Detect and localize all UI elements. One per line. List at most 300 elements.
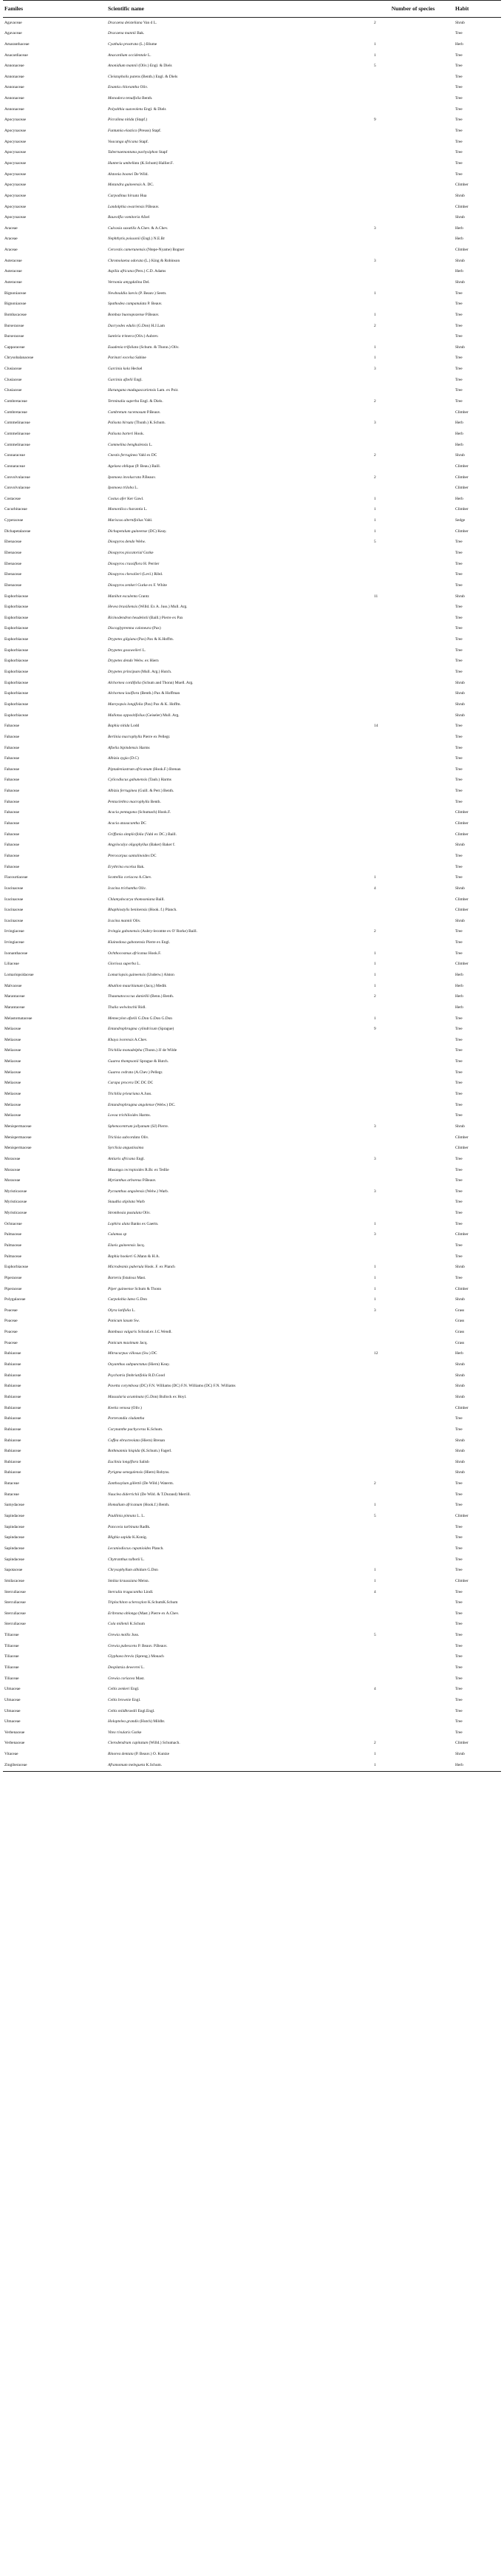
genus-species: Rothmannia hispida	[108, 1449, 140, 1454]
genus-species: Piptadeniastrum africanum	[108, 767, 152, 772]
author-citation: Benth.	[150, 799, 161, 804]
family-cell: Poaceae	[4, 1340, 18, 1345]
table-row	[3, 754, 501, 765]
habit-cell: Climber	[455, 248, 469, 253]
genus-species: Anacardium occidentale	[108, 52, 147, 58]
table-row	[3, 1673, 501, 1685]
author-citation: (Welw.) DC.	[155, 1102, 176, 1107]
table-row	[3, 61, 501, 72]
table-row	[3, 1143, 501, 1155]
species-count-cell: 9	[374, 1027, 376, 1032]
family-cell: Meliaceae	[4, 1027, 21, 1032]
scientific-name-cell	[106, 548, 372, 559]
family-cell: Sterculiaceae	[4, 1600, 26, 1605]
family-cell: Piperaceae	[4, 1275, 22, 1280]
family-cell: Sterculiaceae	[4, 1589, 26, 1594]
author-citation: Stapf	[159, 150, 168, 155]
habit-cell: Tree	[455, 31, 463, 36]
habit-cell: Shrub	[455, 680, 465, 685]
habit-cell: Tree	[455, 52, 463, 58]
species-count-cell	[372, 461, 454, 472]
table-row	[3, 1511, 501, 1522]
table-row	[3, 1176, 501, 1187]
table-row	[3, 992, 501, 1003]
author-citation: Crantz	[138, 594, 149, 599]
family-cell: Myristicaceae	[4, 1189, 27, 1194]
header-number-of-species: Number of species	[372, 1, 454, 18]
species-count-cell: 1	[374, 1568, 376, 1573]
scientific-name-cell	[106, 137, 372, 148]
scientific-name-cell	[106, 1489, 372, 1501]
scientific-name-cell	[106, 732, 372, 743]
genus-species: Elaeis guineensis	[108, 1243, 136, 1248]
author-citation: (K.Schum.) Fagerl.	[140, 1449, 172, 1454]
author-citation: Schum & Thonn	[134, 1286, 162, 1291]
author-citation: (Willd. Ex A. Juss.) Mull. Arg.	[138, 605, 188, 610]
genus-species: Motandra guineensis	[108, 183, 142, 188]
habit-cell: Shrub	[455, 886, 465, 891]
genus-species: Abutilon mauritianum	[108, 983, 143, 988]
table-row	[3, 1370, 501, 1382]
table-row	[3, 1186, 501, 1197]
habit-cell: Herb	[455, 41, 463, 47]
table-row	[3, 126, 501, 137]
habit-cell: Tree	[455, 1027, 463, 1032]
author-citation: Banks ex Gaertn.	[131, 1221, 159, 1226]
scientific-name-cell	[106, 1132, 372, 1143]
habit-cell: Tree	[455, 778, 463, 783]
scientific-name-cell	[106, 353, 372, 364]
species-count-cell	[372, 93, 454, 104]
habit-cell: Herb	[455, 269, 463, 274]
species-count-cell	[372, 1522, 454, 1533]
genus-species: Cnestis ferruginea	[108, 453, 137, 458]
family-cell: Apocynaceae	[4, 215, 27, 220]
family-cell: Tiliaceae	[4, 1676, 19, 1681]
genus-species: Icacina mannii	[108, 918, 132, 923]
species-count-cell: 1	[374, 983, 376, 988]
family-cell: Meliaceae	[4, 1059, 21, 1064]
habit-cell: Shrub	[455, 918, 465, 923]
family-cell: Bignoniaceae	[4, 302, 27, 307]
table-row	[3, 1424, 501, 1435]
species-count-cell	[372, 1078, 454, 1090]
genus-species: Keetia venosa	[108, 1405, 131, 1410]
scientific-name-cell	[106, 808, 372, 819]
species-count-cell: 2	[374, 1481, 376, 1486]
scientific-name-cell	[106, 1739, 372, 1750]
genus-species: Euadenia trifoliata	[108, 344, 139, 350]
genus-species: Terminalia superba	[108, 399, 140, 404]
scientific-name-cell	[106, 180, 372, 191]
scientific-name-cell	[106, 18, 372, 29]
species-count-cell	[372, 234, 454, 245]
species-count-cell	[372, 169, 454, 180]
family-cell: Cucurbitaceae	[4, 507, 27, 512]
scientific-name-cell	[106, 429, 372, 440]
habit-cell: Tree	[455, 1719, 463, 1724]
family-cell: Araceae	[4, 225, 18, 231]
species-count-cell: 2	[374, 20, 376, 25]
genus-species: Carpodinus hirsuta	[108, 193, 140, 198]
species-count-cell: 1	[374, 1275, 376, 1280]
table-row	[3, 483, 501, 495]
habit-cell: Tree	[455, 1708, 463, 1713]
genus-species: Diospyros dendo	[108, 540, 135, 545]
species-count-cell	[372, 1132, 454, 1143]
family-cell: Rutaceae	[4, 1481, 19, 1486]
family-cell: Sterculiaceae	[4, 1611, 26, 1616]
scientific-name-cell	[106, 1685, 372, 1696]
scientific-name-cell	[106, 83, 372, 94]
genus-species: Griffonia simplicifolia	[108, 832, 144, 837]
species-count-cell	[372, 1002, 454, 1013]
genus-species: Cylicodiscus gabunensis	[108, 778, 148, 783]
habit-cell: Tree	[455, 572, 463, 577]
family-cell: Apocynaceae	[4, 160, 27, 166]
author-citation: Van d L.	[143, 20, 157, 25]
genus-species: Dracaena deisteliana	[108, 20, 143, 25]
table-row	[3, 461, 501, 472]
habit-cell: Tree	[455, 1200, 463, 1205]
table-row	[3, 1024, 501, 1036]
species-count-cell	[372, 267, 454, 278]
author-citation: Vahl.	[144, 518, 153, 523]
author-citation: A. DC.	[142, 183, 154, 188]
habit-cell: Shrub	[455, 453, 465, 458]
genus-species: Thalia welwitschii	[108, 1005, 137, 1010]
scientific-name-cell	[106, 1262, 372, 1274]
scientific-name-cell	[106, 1057, 372, 1068]
habit-cell: Shrub	[455, 1449, 465, 1454]
scientific-name-cell	[106, 93, 372, 104]
author-citation: (Ntepe-Nyame) Bogner	[146, 248, 185, 253]
scientific-name-cell	[106, 148, 372, 159]
habit-cell: Herb	[455, 431, 463, 436]
habit-cell: Tree	[455, 1481, 463, 1486]
species-count-cell	[372, 645, 454, 656]
genus-species: Culcasia saxatilis	[108, 225, 137, 231]
family-cell: Agavaceae	[4, 31, 22, 36]
genus-species: Antiaris africana	[108, 1156, 135, 1161]
scientific-name-cell	[106, 299, 372, 310]
author-citation: L.	[137, 962, 140, 967]
habit-cell: Tree	[455, 1633, 463, 1638]
table-row	[3, 1359, 501, 1370]
species-count-cell: 2	[374, 323, 376, 328]
genus-species: Triclisia subcordata	[108, 1135, 140, 1140]
species-count-cell: 1	[374, 356, 376, 361]
habit-cell: Tree	[455, 150, 463, 155]
scientific-name-cell	[106, 526, 372, 537]
scientific-name-cell	[106, 1630, 372, 1641]
table-row	[3, 1328, 501, 1339]
author-citation: Stapf.	[139, 139, 149, 144]
author-citation: (Stapf.)	[134, 118, 148, 123]
family-cell: Chrysobalanaceae	[4, 356, 34, 361]
genus-species: Harungana madagascariensis	[108, 388, 157, 393]
family-cell: Fabaceae	[4, 778, 20, 783]
family-cell: Fabaceae	[4, 832, 20, 837]
genus-species: Lophira alata	[108, 1221, 130, 1226]
table-row	[3, 689, 501, 700]
genus-species: Drypetes gossweileri	[108, 648, 142, 653]
table-row	[3, 1447, 501, 1458]
table-row	[3, 50, 501, 61]
scientific-name-cell	[106, 332, 372, 343]
habit-cell: Tree	[455, 1059, 463, 1064]
species-count-cell: 5	[374, 540, 376, 545]
habit-cell: Tree	[455, 1037, 463, 1042]
habit-cell: Tree	[455, 853, 463, 858]
scientific-name-cell	[106, 1295, 372, 1306]
scientific-name-cell	[106, 927, 372, 938]
habit-cell: Climber	[455, 1232, 469, 1237]
genus-species: Diospyros piscatorial	[108, 551, 143, 555]
genus-species: Blighia sapida	[108, 1535, 132, 1540]
family-cell: Rubiaceae	[4, 1394, 21, 1399]
scientific-name-cell	[106, 1382, 372, 1393]
habit-cell: Tree	[455, 1557, 463, 1562]
species-count-cell	[372, 440, 454, 451]
species-count-cell	[372, 732, 454, 743]
author-citation: K.Schum.	[146, 1762, 163, 1767]
species-count-cell: 1	[374, 1578, 376, 1583]
author-citation: Ker Gawl.	[127, 496, 144, 501]
scientific-name-cell	[106, 580, 372, 591]
genus-species: Dracaena mannii	[108, 31, 136, 36]
family-cell: Araceae	[4, 237, 18, 242]
species-count-cell	[372, 624, 454, 635]
habit-cell: Tree	[455, 1092, 463, 1097]
author-citation: Baill.	[156, 897, 165, 902]
scientific-name-cell	[106, 689, 372, 700]
species-count-cell	[372, 656, 454, 667]
family-cell: Apocynaceae	[4, 204, 27, 209]
habit-cell: Tree	[455, 1524, 463, 1529]
author-citation: (Hook.f.) Benth.	[143, 1503, 170, 1508]
habit-cell: Climber	[455, 1741, 469, 1746]
habit-cell: Shrub	[455, 1124, 465, 1129]
table-row	[3, 613, 501, 624]
scientific-name-cell	[106, 407, 372, 418]
genus-species: Vitex rivularis	[108, 1730, 131, 1735]
family-cell: Ixonanthaceae	[4, 951, 28, 956]
genus-species: Palisota hirsuta	[108, 421, 134, 426]
genus-species: Diospyros crassiflora	[108, 561, 143, 566]
table-row	[3, 429, 501, 440]
habit-cell: Climber	[455, 897, 469, 902]
genus-species: Santiria trimera	[108, 334, 134, 339]
author-citation: Meisn.	[138, 1578, 149, 1583]
genus-species: Raphia hookeri	[108, 1254, 133, 1259]
family-cell: Burseraceae	[4, 323, 24, 328]
author-citation: Bak.	[137, 864, 145, 869]
author-citation: DC	[140, 821, 146, 826]
family-cell: Tiliaceae	[4, 1633, 19, 1638]
family-cell: Ochnaceae	[4, 1221, 22, 1226]
author-citation: Lam. ex Poir.	[157, 388, 179, 393]
table-row	[3, 948, 501, 959]
table-row	[3, 1295, 501, 1306]
species-count-cell	[372, 1251, 454, 1262]
habit-cell: Herb	[455, 442, 463, 447]
species-count-cell	[372, 332, 454, 343]
genus-species: Diospyros chevalieri	[108, 572, 141, 577]
table-row	[3, 223, 501, 234]
habit-cell: Shrub	[455, 1470, 465, 1475]
family-cell: Poaceae	[4, 1319, 18, 1324]
habit-cell: Tree	[455, 1211, 463, 1216]
family-cell: Flacourtiaceae	[4, 875, 28, 880]
family-cell: Euphorbiaceae	[4, 615, 29, 620]
genus-species: Costus afer	[108, 496, 126, 501]
habit-cell: Herb	[455, 225, 463, 231]
family-cell: Annonaceae	[4, 96, 24, 101]
family-cell: Euphorbiaceae	[4, 691, 29, 696]
scientific-name-cell	[106, 937, 372, 948]
family-cell: Annonaceae	[4, 106, 24, 112]
species-count-cell: 1	[374, 962, 376, 967]
genus-species: Celtis mildbraedii	[108, 1708, 137, 1713]
table-row	[3, 505, 501, 516]
genus-species: Lomariopsis guineensis	[108, 972, 146, 977]
genus-species: Albizia zygia	[108, 756, 129, 761]
scientific-name-cell	[106, 1219, 372, 1230]
author-citation: (K.Schum) Hallier.F.	[140, 160, 174, 166]
species-count-cell: 3	[374, 225, 376, 231]
family-cell: Ebenaceae	[4, 540, 22, 545]
habit-cell: Climber	[455, 409, 469, 415]
table-row	[3, 288, 501, 299]
habit-cell: Tree	[455, 1221, 463, 1226]
author-citation: Lindl.	[143, 1589, 154, 1594]
habit-cell: Climber	[455, 475, 469, 480]
species-count-cell	[372, 1067, 454, 1078]
genus-species: Triplochiton scleroxylon	[108, 1600, 147, 1605]
family-cell: Samydaceae	[4, 1503, 24, 1508]
genus-species: Monodora tenuifolia	[108, 96, 141, 101]
author-citation: Harms.	[139, 1113, 151, 1118]
author-citation: A.Chev. & A.Chev.	[137, 225, 168, 231]
species-count-cell	[372, 1316, 454, 1328]
table-row	[3, 321, 501, 332]
family-cell: Convolvulaceae	[4, 475, 30, 480]
species-count-cell	[372, 1641, 454, 1652]
table-row	[3, 1608, 501, 1620]
scientific-name-cell	[106, 115, 372, 126]
family-cell: Sapindaceae	[4, 1514, 24, 1519]
family-cell: Apocynaceae	[4, 193, 27, 198]
species-count-cell	[372, 1717, 454, 1728]
table-row	[3, 1630, 501, 1641]
genus-species: Lovoa trichilioides	[108, 1113, 138, 1118]
species-count-cell	[372, 1457, 454, 1468]
habit-cell: Shrub	[455, 1438, 465, 1443]
species-count-cell	[372, 840, 454, 852]
species-count-cell: 1	[374, 1221, 376, 1226]
scientific-name-cell	[106, 1100, 372, 1111]
table-row	[3, 818, 501, 829]
genus-species: Olyra latifolia	[108, 1308, 131, 1313]
table-row	[3, 829, 501, 840]
author-citation: (Vahl ex DC.) Baill.	[144, 832, 177, 837]
species-count-cell	[372, 245, 454, 256]
habit-cell: Tree	[455, 1654, 463, 1659]
scientific-name-cell	[106, 1598, 372, 1609]
table-row	[3, 1468, 501, 1479]
habit-cell: Climber	[455, 486, 469, 491]
family-cell: Icacinaceae	[4, 918, 24, 923]
species-count-cell	[372, 905, 454, 917]
table-row	[3, 1641, 501, 1652]
scientific-name-cell	[106, 1111, 372, 1122]
scientific-name-cell	[106, 851, 372, 862]
table-row	[3, 191, 501, 202]
genus-species: Klainedoxa gabonensis	[108, 940, 146, 945]
scientific-name-cell	[106, 743, 372, 754]
genus-species: Desplatsia dewevrei	[108, 1665, 140, 1670]
scientific-name-cell	[106, 169, 372, 180]
species-count-cell: 1	[374, 1503, 376, 1508]
scientific-name-cell	[106, 1501, 372, 1512]
table-row	[3, 1543, 501, 1554]
genus-species: Grewia mollis	[108, 1633, 131, 1638]
species-count-cell: 2	[374, 929, 376, 934]
author-citation: Hua	[140, 193, 147, 198]
table-row	[3, 570, 501, 581]
genus-species: Strombosia pustulata	[108, 1211, 142, 1216]
species-count-cell	[372, 1468, 454, 1479]
table-row	[3, 1489, 501, 1501]
author-citation: (Baill.) Pierre ex Pax	[149, 615, 183, 620]
table-row	[3, 310, 501, 321]
family-cell: Melastomataceae	[4, 1016, 33, 1021]
habit-cell: Shrub	[455, 258, 465, 263]
genus-species: Dacryodes edulis	[108, 323, 136, 328]
table-row	[3, 1717, 501, 1728]
scientific-name-cell	[106, 667, 372, 678]
scientific-name-cell	[106, 1403, 372, 1414]
table-row	[3, 1111, 501, 1122]
table-row	[3, 1230, 501, 1241]
habit-cell: Tree	[455, 1102, 463, 1107]
species-count-cell	[372, 158, 454, 169]
family-cell: Sapindaceae	[4, 1535, 24, 1540]
habit-cell: Tree	[455, 1492, 463, 1497]
genus-species: Panicum laxum	[108, 1319, 133, 1324]
genus-species: Cyathula prostrata	[108, 41, 138, 47]
genus-species: Coffea ebracteolata	[108, 1438, 140, 1443]
family-cell: Meliaceae	[4, 1048, 21, 1053]
habit-cell: Tree	[455, 1600, 463, 1605]
habit-cell: Climber	[455, 507, 469, 512]
family-cell: Euphorbiaceae	[4, 680, 29, 685]
genus-species: Carapa procera	[108, 1081, 134, 1086]
scientific-name-cell	[106, 1750, 372, 1761]
species-count-cell	[372, 808, 454, 819]
genus-species: Palisota barteri	[108, 431, 134, 436]
habit-cell: Tree	[455, 1113, 463, 1118]
species-count-cell	[372, 277, 454, 288]
habit-cell: Tree	[455, 1687, 463, 1692]
family-cell: Agavaceae	[4, 20, 22, 25]
habit-cell: Tree	[455, 929, 463, 934]
family-cell: Meliaceae	[4, 1070, 21, 1075]
genus-species: Porterandia cladantha	[108, 1416, 145, 1421]
table-row	[3, 342, 501, 353]
author-citation: (Jacq.) Medik	[144, 983, 167, 988]
